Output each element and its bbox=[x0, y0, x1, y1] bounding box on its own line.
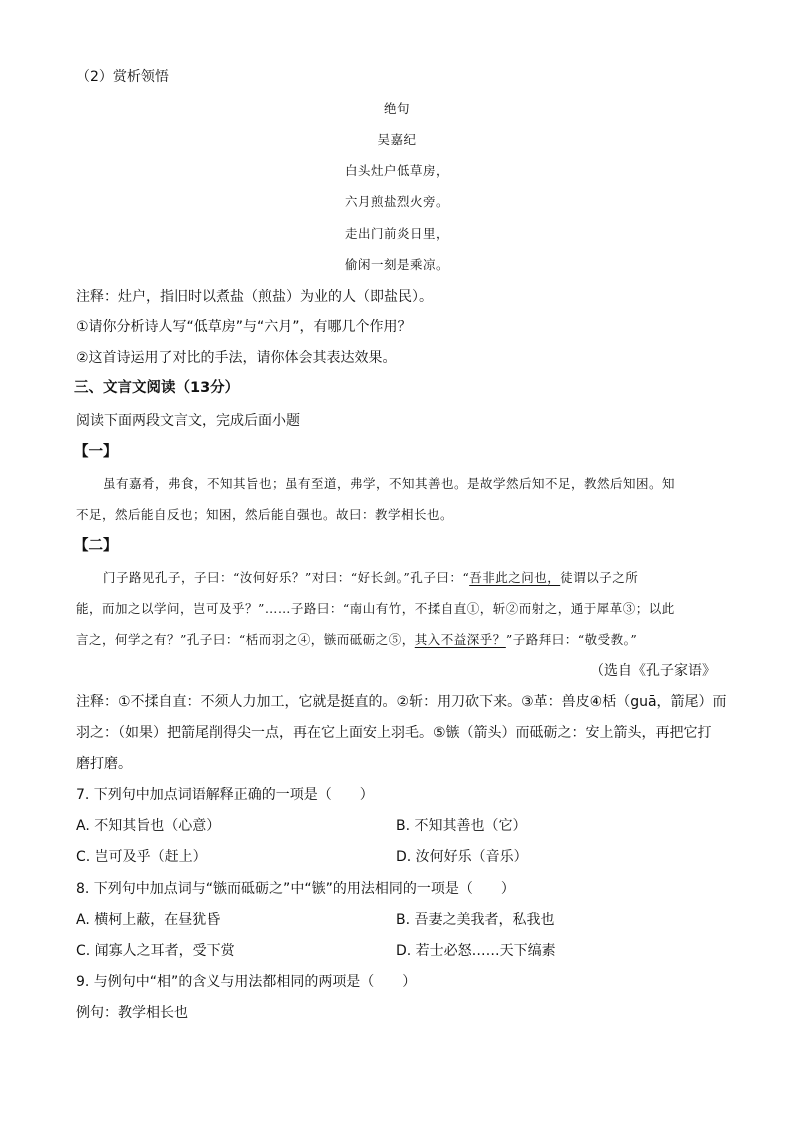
underlined-phrase-1: 吾非此之问也， bbox=[469, 570, 561, 585]
part2-text-line-3-a: 言之，何学之有？”孔子曰：“栝而羽之④，镞而砥砺之⑤， bbox=[76, 632, 415, 647]
underlined-phrase-2: 其入不益深乎？ bbox=[414, 632, 506, 647]
notes-line-3: 磨打磨。 bbox=[76, 756, 132, 772]
appreciation-heading: （2）赏析领悟 bbox=[76, 69, 169, 85]
section-heading: 三、文言文阅读（13分） bbox=[74, 380, 240, 396]
question-9-example: 例句：教学相长也 bbox=[76, 1005, 188, 1021]
part2-text-line-2: 能，而加之以学问，岂可及乎？”……子路曰：“南山有竹，不揉自直①，斩②而射之，通于犀革③；以此 bbox=[76, 601, 675, 616]
source-citation: （选自《孔子家语》 bbox=[590, 663, 716, 679]
part1-text-line-2: 不足，然后能自反也；知困，然后能自强也。故曰：教学相长也。 bbox=[76, 507, 454, 522]
section-instruction: 阅读下面两段文言文，完成后面小题 bbox=[76, 413, 300, 429]
part2-text-line-1 bbox=[103, 569, 638, 587]
question-7-option-c: C. 岂可及乎（赶上） bbox=[76, 849, 207, 865]
poem-question-2: ②这首诗运用了对比的手法，请你体会其表达效果。 bbox=[76, 350, 397, 366]
question-7-option-a: A. 不知其旨也（心意） bbox=[76, 818, 221, 834]
poem-line-2: 六月煎盐烈火旁。 bbox=[344, 194, 449, 209]
question-8-option-a: A. 横柯上蔽，在昼犹昏 bbox=[76, 912, 221, 928]
question-8-option-b: B. 吾妻之美我者，私我也 bbox=[396, 912, 555, 928]
question-8-option-d: D. 若士必怒……天下缟素 bbox=[396, 943, 556, 959]
part2-text-line-1-b: 徒谓以子之所 bbox=[560, 570, 639, 585]
poem-line-3: 走出门前炎日里， bbox=[344, 226, 449, 241]
part1-text-line-1: 虽有嘉肴，弗食，不知其旨也；虽有至道，弗学，不知其善也。是故学然后知不足，教然后知困。知 bbox=[103, 476, 676, 491]
question-7-stem: 7. 下列句中加点词语解释正确的一项是（ ） bbox=[76, 787, 374, 803]
notes-line-2: 羽之：（如果）把箭尾削得尖一点，再在它上面安上羽毛。⑤镞（箭头）而砥砺之：安上箭头，再把它打 bbox=[76, 725, 712, 741]
question-7-option-b: B. 不知其善也（它） bbox=[396, 818, 527, 834]
part2-text-line-3-b: ”子路拜曰：“敬受教。” bbox=[505, 632, 638, 647]
question-8-stem: 8. 下列句中加点词与“镞而砥砺之”中“镞”的用法相同的一项是（ ） bbox=[76, 881, 515, 897]
part1-label: 【一】 bbox=[74, 444, 118, 460]
question-8-option-c: C. 闻寡人之耳者，受下赏 bbox=[76, 943, 235, 959]
part2-label: 【二】 bbox=[74, 538, 118, 554]
part2-text-line-3 bbox=[76, 631, 637, 649]
poem-author: 吴嘉纪 bbox=[377, 132, 417, 147]
question-9-stem: 9. 与例句中“相”的含义与用法都相同的两项是（ ） bbox=[76, 974, 417, 990]
poem-title: 绝句 bbox=[383, 101, 410, 116]
notes-line-1: 注释：①不揉自直：不须人力加工，它就是挺直的。②斩：用刀砍下来。③革：兽皮④栝（guā，箭尾）而 bbox=[76, 694, 727, 710]
poem-question-1: ①请你分析诗人写“低草房”与“六月”，有哪几个作用？ bbox=[76, 319, 412, 335]
poem-line-1: 白头灶户低草房， bbox=[344, 163, 449, 178]
poem-note: 注释：灶户，指旧时以煮盐（煎盐）为业的人（即盐民）。 bbox=[76, 289, 433, 305]
question-7-option-d: D. 汝何好乐（音乐） bbox=[396, 849, 528, 865]
part2-text-line-1-a: 门子路见孔子，子曰：“汝何好乐？”对曰：“好长剑。”孔子曰：“ bbox=[103, 570, 470, 585]
poem-line-4: 偷闲一刻是乘凉。 bbox=[344, 257, 449, 272]
